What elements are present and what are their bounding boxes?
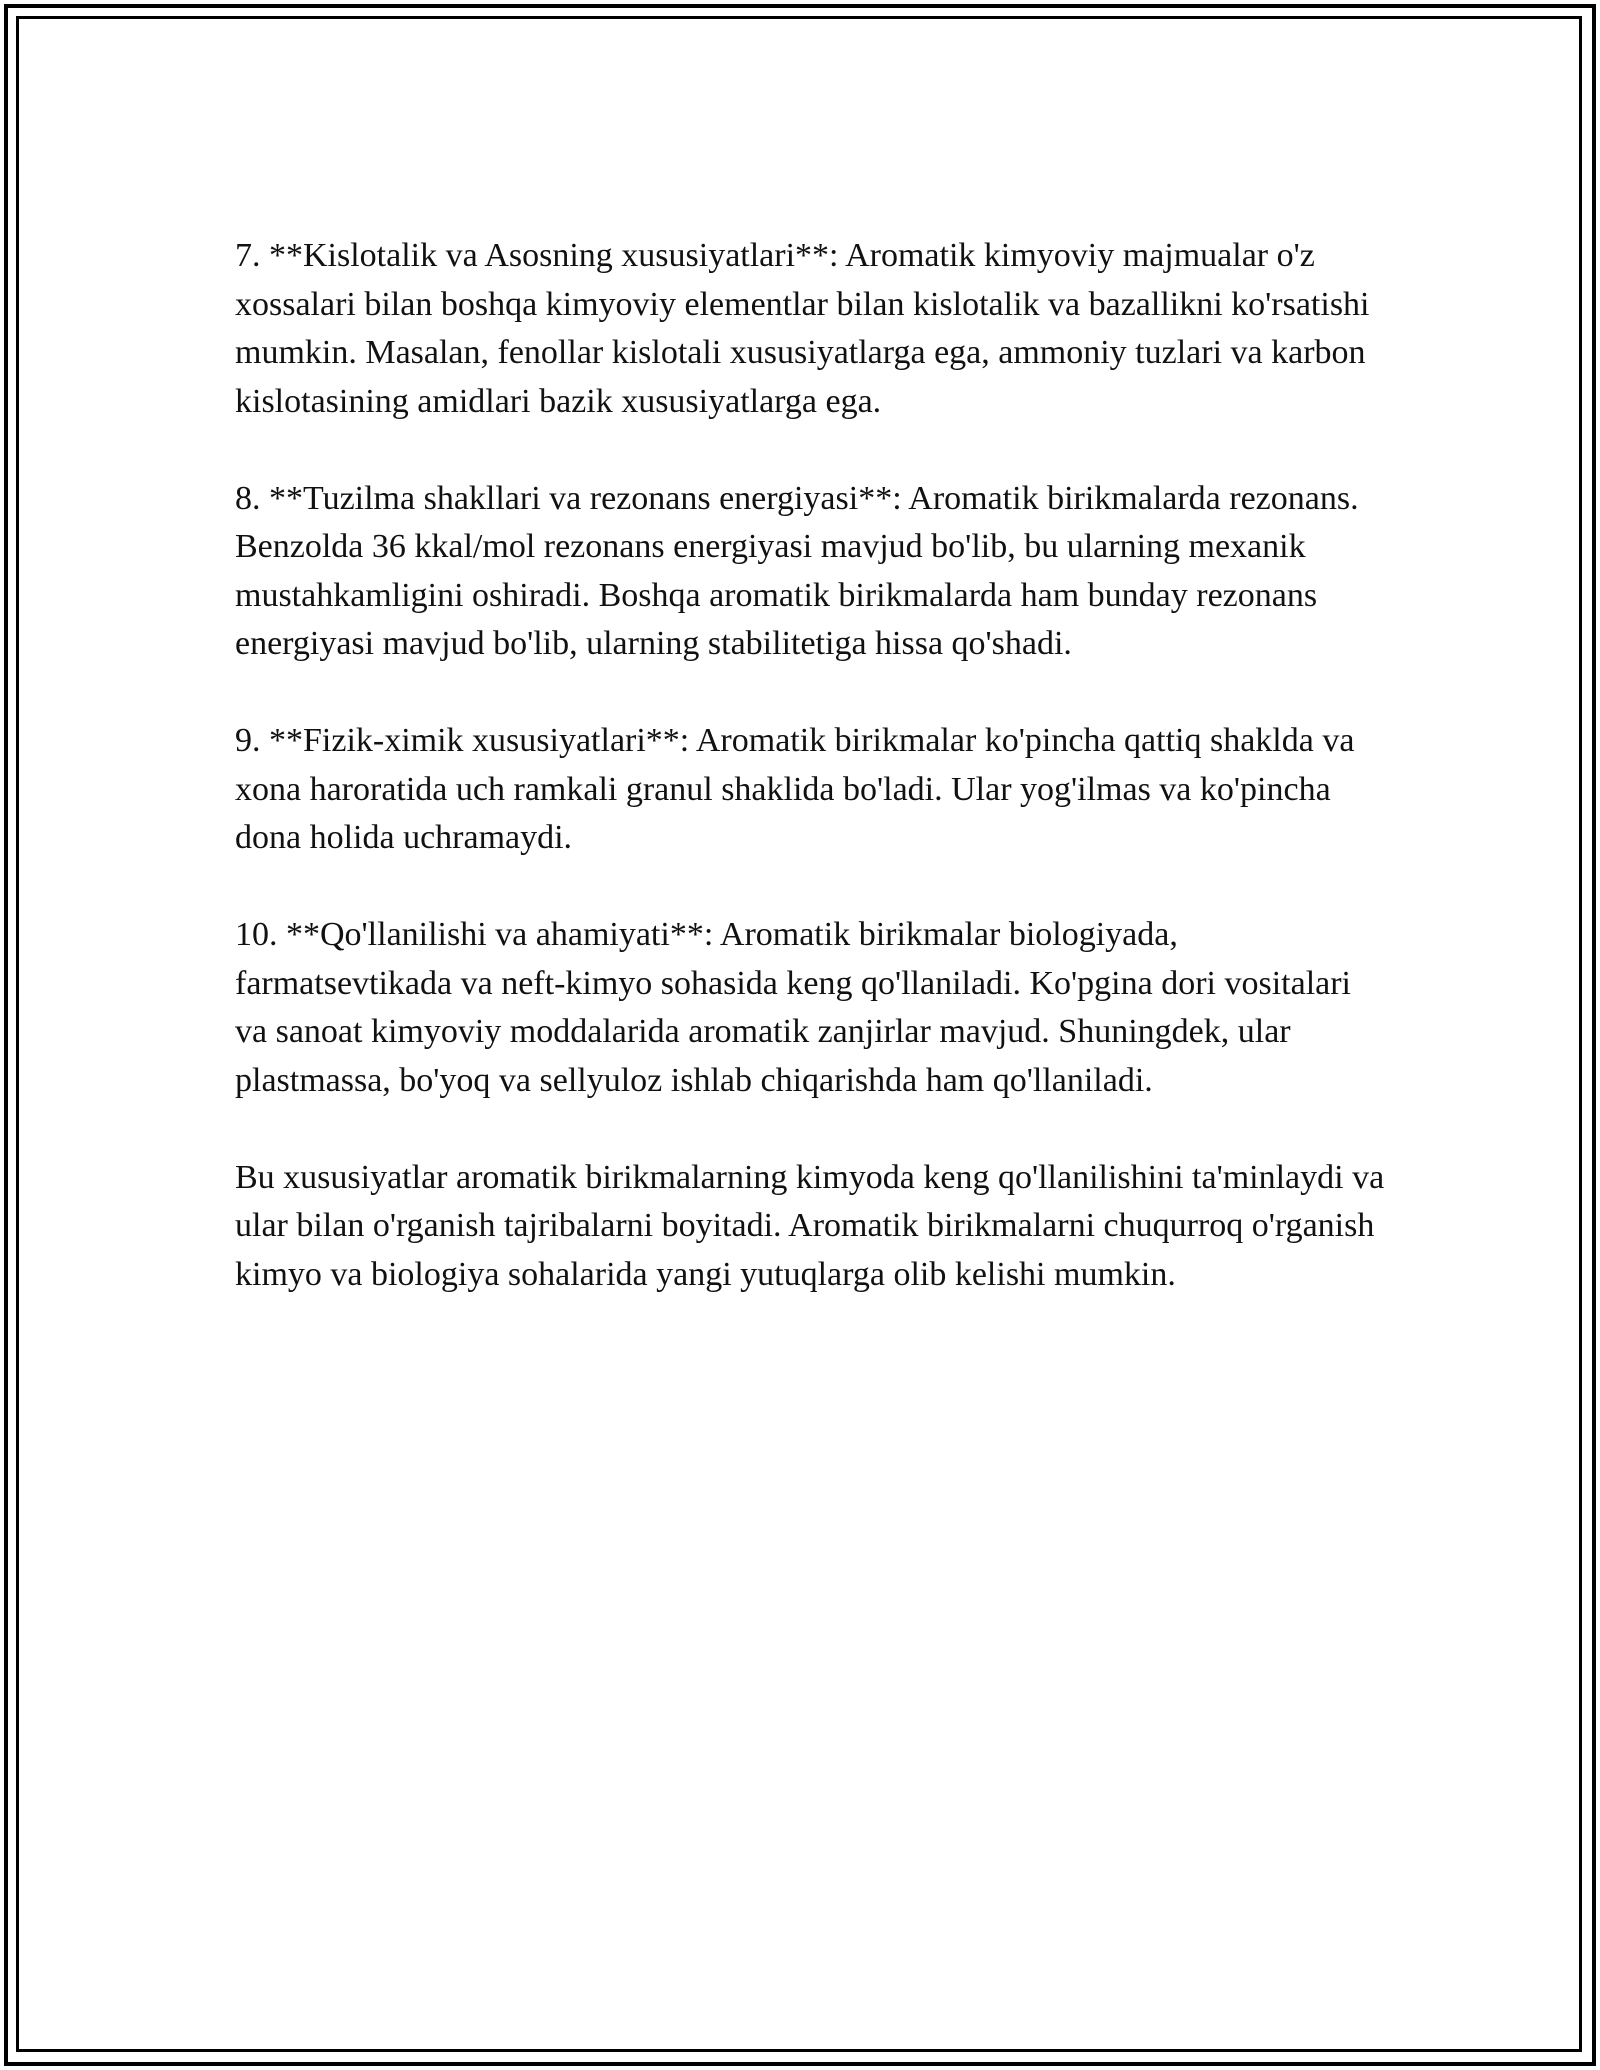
paragraph-item-8: 8. **Tuzilma shakllari va rezonans energiyasi**: Aromatik birikmalarda rezonans. Benzolda 36 kkal/mol rezonans energiyasi mavjud bo'lib, bu ularning mexanik mustahkamligini oshiradi. Boshqa aromatik birikmalarda ham bunday rezonans energiyasi mavjud bo'lib, ularning stabilitetiga hissa qo'shadi.: [235, 479, 1359, 662]
paragraph-item-9: 9. **Fizik-ximik xususiyatlari**: Aromatik birikmalar ko'pincha qattiq shaklda va xona haroratida uch ramkali granul shaklida bo'ladi. Ular yog'ilmas va ko'pincha dona holida uchramaydi.: [235, 722, 1355, 856]
conclusion-paragraph: Bu xususiyatlar aromatik birikmalarning kimyoda keng qo'llanilishini ta'minlaydi va ular bilan o'rganish tajribalarni boyitadi. Aromatik birikmalarni chuqurroq o'rganish kimyo va biologiya sohalarida yangi yutuqlarga olib kelishi mumkin.: [235, 1158, 1385, 1293]
document-body: [235, 232, 1385, 1348]
paragraph-item-10: 10. **Qo'llanilishi va ahamiyati**: Aromatik birikmalar biologiyada, farmatsevtikada va neft-kimyo sohasida keng qo'llaniladi. Ko'pgina dori vositalari va sanoat kimyoviy moddalarida aromatik zanjirlar mavjud. Shuningdek, ular plastmassa, bo'yoq va sellyuloz ishlab chiqarishda ham qo'llaniladi.: [235, 916, 1352, 1099]
paragraph-item-7: 7. **Kislotalik va Asosning xususiyatlari**: Aromatik kimyoviy majmualar o'z xossalari bilan boshqa kimyoviy elementlar bilan kislotalik va bazallikni ko'rsatishi mumkin. Masalan, fenollar kislotali xususiyatlarga ega, ammoniy tuzlari va karbon kislotasining amidlari bazik xususiyatlarga ega.: [235, 237, 1370, 420]
